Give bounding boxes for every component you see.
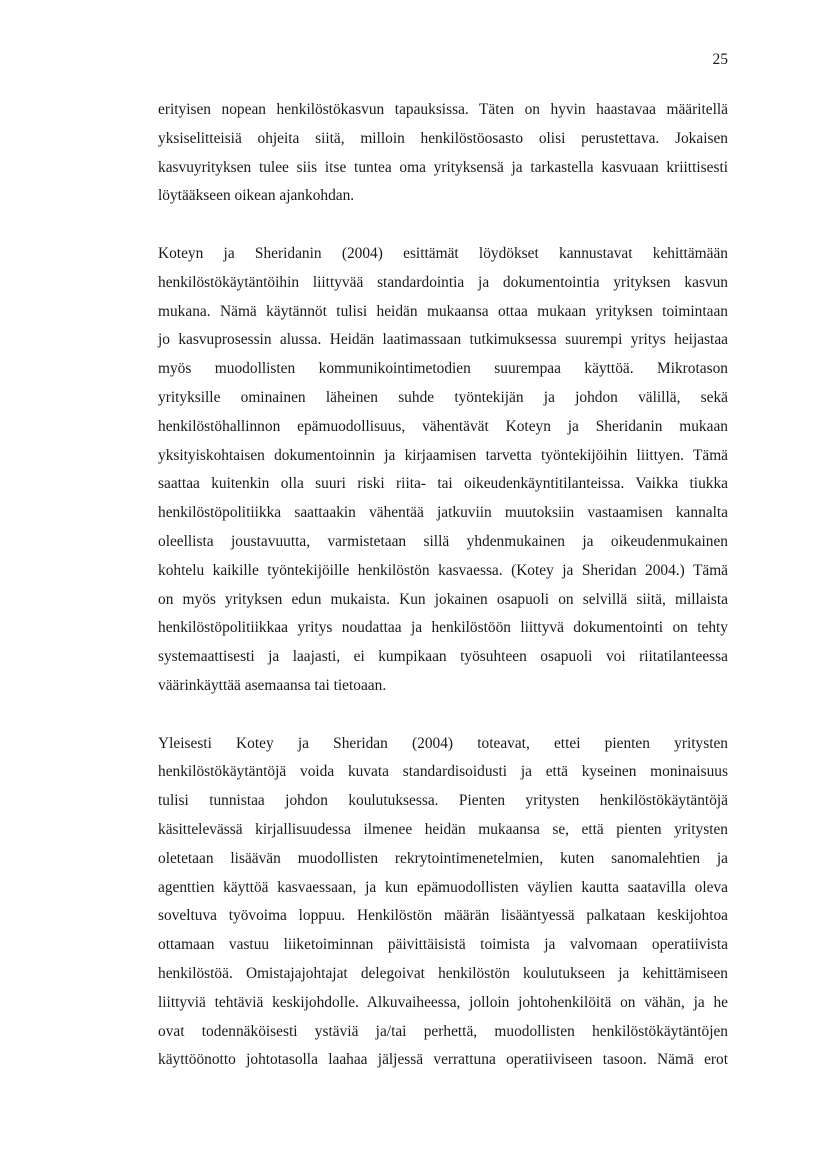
paragraph-2 bbox=[158, 240, 728, 701]
text-line: oletetaan lisäävän muodollisten rekrytointimenetelmien, kuten sanomalehtien ja bbox=[158, 849, 728, 867]
text-line: kohtelu kaikille työntekijöille henkilöstön kasvaessa. (Kotey ja Sheridan 2004.) Tämä bbox=[158, 561, 728, 579]
text-line: henkilöstöpolitiikka saattaakin vähentää jatkuviin muutoksiin vastaamisen kannalta bbox=[158, 504, 728, 522]
paragraph-1 bbox=[158, 96, 728, 211]
paragraph-3 bbox=[158, 730, 728, 1076]
text-line: Koteyn ja Sheridanin (2004) esittämät löydökset kannustavat kehittämään bbox=[158, 244, 728, 262]
text-line: yksiselitteisiä ohjeita siitä, milloin henkilöstöosasto olisi perustettava. Jokaisen bbox=[158, 129, 728, 147]
text-line: jo kasvuprosessin alussa. Heidän laatimassaan tutkimuksessa suurempi yritys heijastaa bbox=[158, 331, 728, 349]
body-text bbox=[158, 96, 728, 1075]
text-line: erityisen nopean henkilöstökasvun tapauksissa. Täten on hyvin haastavaa määritellä bbox=[158, 101, 728, 118]
text-line: käyttöönotto johtotasolla laahaa jäljessä verrattuna operatiiviseen tasoon. Nämä erot bbox=[158, 1051, 728, 1069]
text-line: agenttien käyttöä kasvaessaan, ja kun epämuodollisten väylien kautta saatavilla oleva bbox=[158, 878, 728, 896]
text-line: henkilöstöä. Omistajajohtajat delegoivat henkilöstön koulutukseen ja kehittämiseen bbox=[158, 964, 728, 982]
paragraph-gap bbox=[158, 211, 728, 240]
text-line: henkilöstöpolitiikkaa yritys noudattaa ja henkilöstöön liittyvä dokumentointi on tehty bbox=[158, 619, 728, 637]
text-line: liittyviä tehtäviä keskijohdolle. Alkuvaiheessa, jolloin johtohenkilöitä on vähän, ja he bbox=[158, 993, 728, 1011]
text-line: henkilöstöhallinnon epämuodollisuus, vähentävät Koteyn ja Sheridanin mukaan bbox=[158, 417, 728, 435]
text-line: ovat todennäköisesti ystäviä ja/tai perhettä, muodollisten henkilöstökäytäntöjen bbox=[158, 1022, 728, 1040]
text-line: kasvuyrityksen tulee siis itse tuntea oma yrityksensä ja tarkastella kasvuaan kriittisesti bbox=[158, 158, 728, 176]
text-line: on myös yrityksen edun mukaista. Kun jokainen osapuoli on selvillä siitä, millaista bbox=[158, 590, 728, 608]
text-line: yksityiskohtaisen dokumentoinnin ja kirjaamisen tarvetta työntekijöihin liittyen. Tämä bbox=[158, 446, 728, 464]
text-line: myös muodollisten kommunikointimetodien suurempaa käyttöä. Mikrotason bbox=[158, 360, 728, 378]
text-line: oleellista joustavuutta, varmistetaan sillä yhdenmukainen ja oikeudenmukainen bbox=[158, 532, 728, 550]
text-line: mukana. Nämä käytännöt tulisi heidän mukaansa ottaa mukaan yrityksen toimintaan bbox=[158, 302, 728, 320]
text-line: Yleisesti Kotey ja Sheridan (2004) toteavat, ettei pienten yritysten bbox=[158, 734, 728, 752]
text-line: löytääkseen oikean ajankohdan. bbox=[158, 187, 355, 205]
text-line: systemaattisesti ja laajasti, ei kumpikaan työsuhteen osapuoli voi riitatilanteessa bbox=[158, 648, 728, 666]
text-line: yrityksille ominainen läheinen suhde työntekijän ja johdon välillä, sekä bbox=[158, 388, 728, 406]
text-line: saattaa kuitenkin olla suuri riski riita- tai oikeudenkäyntitilanteissa. Vaikka tiukka bbox=[158, 475, 728, 493]
text-line: käsittelevässä kirjallisuudessa ilmenee heidän mukaansa se, että pienten yritysten bbox=[158, 820, 728, 838]
text-line: väärinkäyttää asemaansa tai tietoaan. bbox=[158, 676, 387, 694]
text-line: tulisi tunnistaa johdon koulutuksessa. Pienten yritysten henkilöstökäytäntöjä bbox=[158, 792, 728, 810]
text-line: ottamaan vastuu liiketoiminnan päivittäisistä toimista ja valvomaan operatiivista bbox=[158, 936, 728, 954]
text-line: soveltuva työvoima loppuu. Henkilöstön määrän lisääntyessä palkataan keskijohtoa bbox=[158, 907, 728, 925]
text-line: henkilöstökäytäntöjä voida kuvata standardisoidusti ja että kyseinen moninaisuus bbox=[158, 763, 728, 781]
paragraph-gap bbox=[158, 701, 728, 730]
page-number: 25 bbox=[712, 51, 728, 68]
text-line: henkilöstökäytäntöihin liittyvää standardointia ja dokumentointia yrityksen kasvun bbox=[158, 273, 728, 291]
